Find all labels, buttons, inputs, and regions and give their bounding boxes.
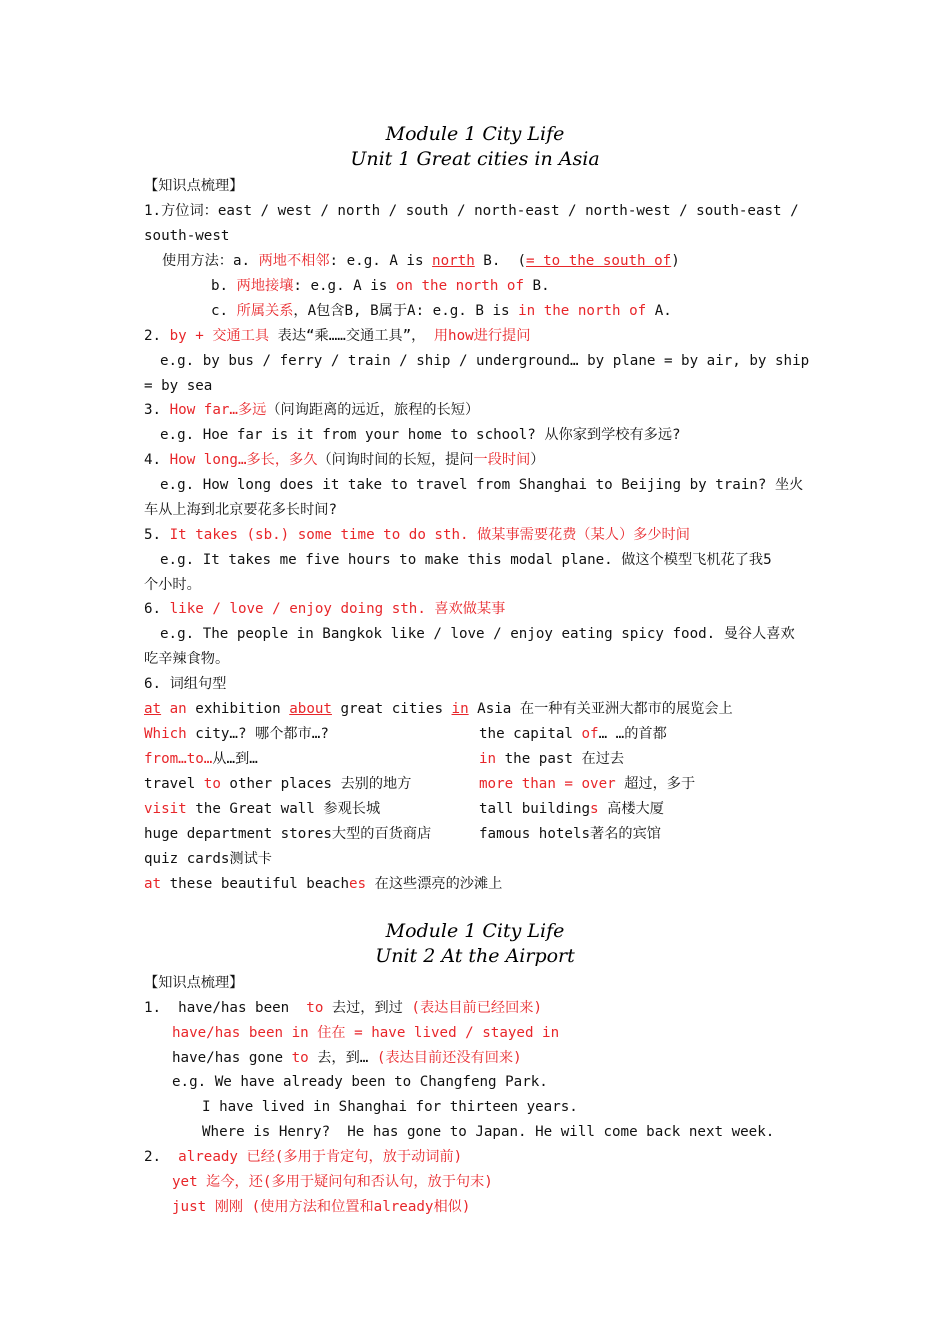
usage-c-line: c. 所属关系，A包含B, B属于A: e.g. B is in the north of A. xyxy=(211,303,672,319)
point-2-example-2: = by sea xyxy=(144,378,213,394)
phrase-visit: visit the Great wall 参观长城 xyxy=(144,801,381,817)
phrase-department-stores: huge department stores大型的百货商店 xyxy=(144,826,432,842)
u2-point-1-line-2: have/has been in 住在 = have lived / stayed in xyxy=(172,1025,560,1041)
point-1-line-2: south-west xyxy=(144,228,230,244)
point-1-line-1: 1.方位词：east / west / north / south / north-east / north-west / south-east / xyxy=(144,203,799,219)
u2-point-2-line-3: just 刚刚 (使用方法和位置和already相似) xyxy=(172,1199,471,1215)
section-heading-2: 【知识点梳理】 xyxy=(144,975,244,991)
point-5-example-2: 个小时。 xyxy=(144,577,201,593)
section-heading: 【知识点梳理】 xyxy=(144,178,244,194)
module-title: Module 1 City Life xyxy=(385,123,565,145)
point-4-example-1: e.g. How long does it take to travel from Shanghai to Beijing by train? 坐火 xyxy=(160,477,804,493)
point-2-line: 2. by + 交通工具 表达“乘……交通工具”， 用how进行提问 xyxy=(144,328,531,344)
point-3-example: e.g. Hoe far is it from your home to school? 从你家到学校有多远? xyxy=(160,427,681,443)
point-6-example-2: 吃辛辣食物。 xyxy=(144,651,230,667)
point-3-line: 3. How far…多远（问询距离的远近，旅程的长短） xyxy=(144,402,480,418)
point-4-example-2: 车从上海到北京要花多长时间? xyxy=(144,502,337,518)
phrase-line-1: at an exhibition about great cities in Asia 在一种有关亚洲大都市的展览会上 xyxy=(144,701,733,717)
u2-example-2: I have lived in Shanghai for thirteen years. xyxy=(202,1099,578,1115)
usage-b-line: b. 两地接壤: e.g. A is on the north of B. xyxy=(211,278,550,294)
phrase-travel-to: travel to other places 去别的地方 xyxy=(144,776,412,792)
point-2-example-1: e.g. by bus / ferry / train / ship / underground… by plane = by air, by ship xyxy=(160,353,810,369)
phrase-which-city: Which city…? 哪个都市…? xyxy=(144,726,329,742)
point-4-line: 4. How long…多长，多久（问询时间的长短，提问一段时间） xyxy=(144,452,545,468)
point-5-line: 5. It takes (sb.) some time to do sth. 做某事需要花费（某人）多少时间 xyxy=(144,527,690,543)
point-6-example-1: e.g. The people in Bangkok like / love / enjoy eating spicy food. 曼谷人喜欢 xyxy=(160,626,795,642)
u2-example-1: e.g. We have already been to Changfeng Park. xyxy=(172,1074,548,1090)
u2-example-3: Where is Henry? He has gone to Japan. He will come back next week. xyxy=(202,1124,775,1140)
u2-point-2-line-1: 2. already 已经(多用于肯定句，放于动词前) xyxy=(144,1149,463,1165)
phrase-beaches: at these beautiful beaches 在这些漂亮的沙滩上 xyxy=(144,876,503,892)
phrase-more-than: more than = over 超过，多于 xyxy=(479,776,696,792)
phrase-capital-of: the capital of… …的首都 xyxy=(479,726,667,742)
phrase-tall-buildings: tall buildings 高楼大厦 xyxy=(479,801,664,817)
usage-a-line: 使用方法：a. 两地不相邻: e.g. A is north B. (= to the south of) xyxy=(162,253,680,269)
unit-title-2: Unit 2 At the Airport xyxy=(375,945,575,967)
point-6-line: 6. like / love / enjoy doing sth. 喜欢做某事 xyxy=(144,601,506,617)
phrase-from-to: from…to…从…到… xyxy=(144,751,258,767)
u2-point-2-line-2: yet 迄今，还(多用于疑问句和否认句，放于句末) xyxy=(172,1174,493,1190)
phrase-in-the-past: in the past 在过去 xyxy=(479,751,625,767)
u2-point-1-line-1: 1. have/has been to 去过，到过 (表达目前已经回来) xyxy=(144,1000,543,1016)
point-5-example-1: e.g. It takes me five hours to make this modal plane. 做这个模型飞机花了我5 xyxy=(160,552,772,568)
phrase-famous-hotels: famous hotels著名的宾馆 xyxy=(479,826,661,842)
phrases-heading: 6. 词组句型 xyxy=(144,676,227,692)
phrase-quiz-cards: quiz cards测试卡 xyxy=(144,851,272,867)
unit-title: Unit 1 Great cities in Asia xyxy=(350,148,600,170)
module-title-2: Module 1 City Life xyxy=(385,920,565,942)
u2-point-1-line-3: have/has gone to 去，到… (表达目前还没有回来) xyxy=(172,1050,522,1066)
